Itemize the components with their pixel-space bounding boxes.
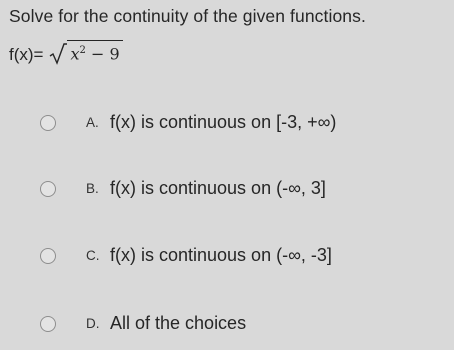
radio-button-d[interactable] [40, 316, 56, 332]
square-root [49, 40, 122, 65]
option-b[interactable] [40, 178, 326, 199]
radio-button-c[interactable] [40, 248, 56, 264]
option-a[interactable] [40, 112, 336, 133]
radicand-variable: x [70, 44, 80, 64]
function-expression [9, 40, 123, 65]
option-text: f(x) is continuous on (-∞, -3] [110, 245, 332, 265]
radio-button-a[interactable] [40, 115, 56, 131]
option-letter: C. [86, 248, 100, 263]
radical-sign-icon [49, 43, 67, 65]
radicand [67, 40, 122, 64]
option-letter: D. [86, 316, 100, 331]
option-letter: B. [86, 181, 99, 196]
option-letter: A. [86, 115, 99, 130]
option-d[interactable] [40, 313, 246, 334]
function-label: f(x)= [9, 45, 44, 65]
radicand-constant: − 9 [85, 44, 120, 64]
question-text: Solve for the continuity of the given functions. [9, 6, 366, 26]
radicand-exponent: 2 [79, 45, 86, 56]
option-text: f(x) is continuous on (-∞, 3] [110, 178, 326, 198]
option-c[interactable] [40, 245, 332, 266]
option-text: All of the choices [110, 313, 247, 333]
radio-button-b[interactable] [40, 181, 56, 197]
option-text: f(x) is continuous on [-3, +∞) [110, 112, 337, 132]
